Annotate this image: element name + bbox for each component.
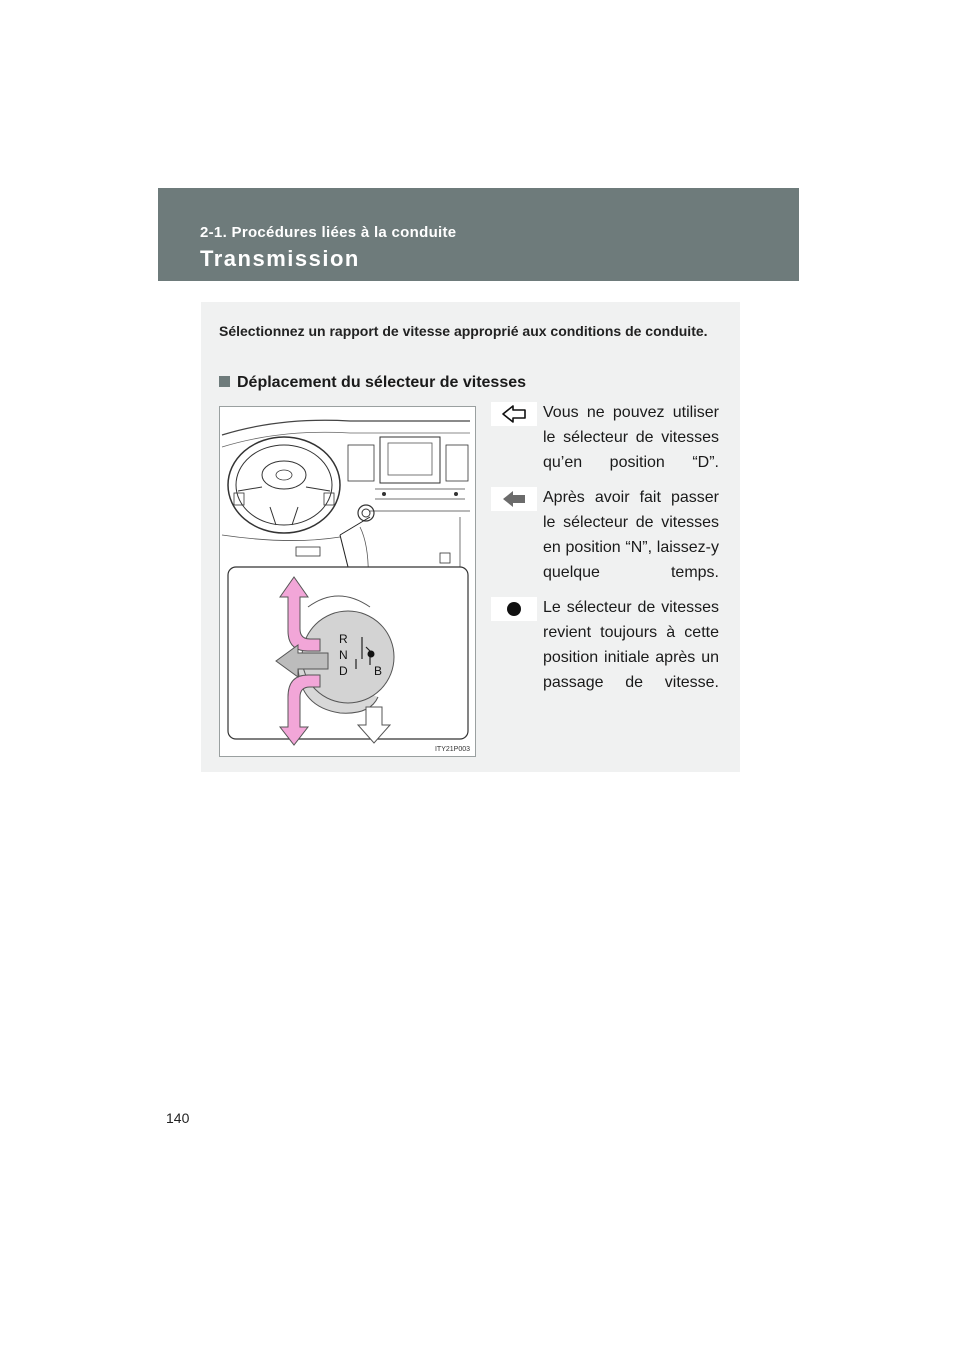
legend-item [491,400,719,475]
steering-wheel-icon [228,437,340,533]
outline-arrow-left-icon [491,402,537,426]
subheading [219,374,526,392]
section-label: 2-1. Procédures liées à la conduite [200,224,457,241]
legend-item [491,485,719,585]
legend [491,400,719,705]
filled-arrow-left-icon [491,487,537,511]
dashboard-drawing [220,407,475,756]
black-dot-icon [491,597,537,621]
square-bullet-icon [219,376,230,387]
gate-label-n: N [339,648,348,662]
legend-text: Vous ne pouvez utiliser le sélecteur de vitesses qu’en position “D”. [543,404,719,471]
section-header [158,188,799,281]
legend-item [491,595,719,695]
shift-lever-illustration [219,406,476,757]
legend-text: Le sélecteur de vitesses revient toujours à cette position initiale après un passage de vitesse. [543,599,719,691]
gate-label-b: B [374,664,383,678]
page-number: 140 [166,1110,190,1126]
gate-label-d: D [339,664,348,678]
content-panel [201,302,740,772]
page-title: Transmission [200,246,360,271]
intro-text: Sélectionnez un rapport de vitesse approprié aux conditions de conduite. [219,323,708,339]
subheading-text: Déplacement du sélecteur de vitesses [237,374,527,391]
gate-label-r: R [339,632,348,646]
legend-text: Après avoir fait passer le sélecteur de vitesses en position “N”, laissez-y quelque temps. [543,489,719,581]
figure-code: ITY21P003 [434,746,470,753]
